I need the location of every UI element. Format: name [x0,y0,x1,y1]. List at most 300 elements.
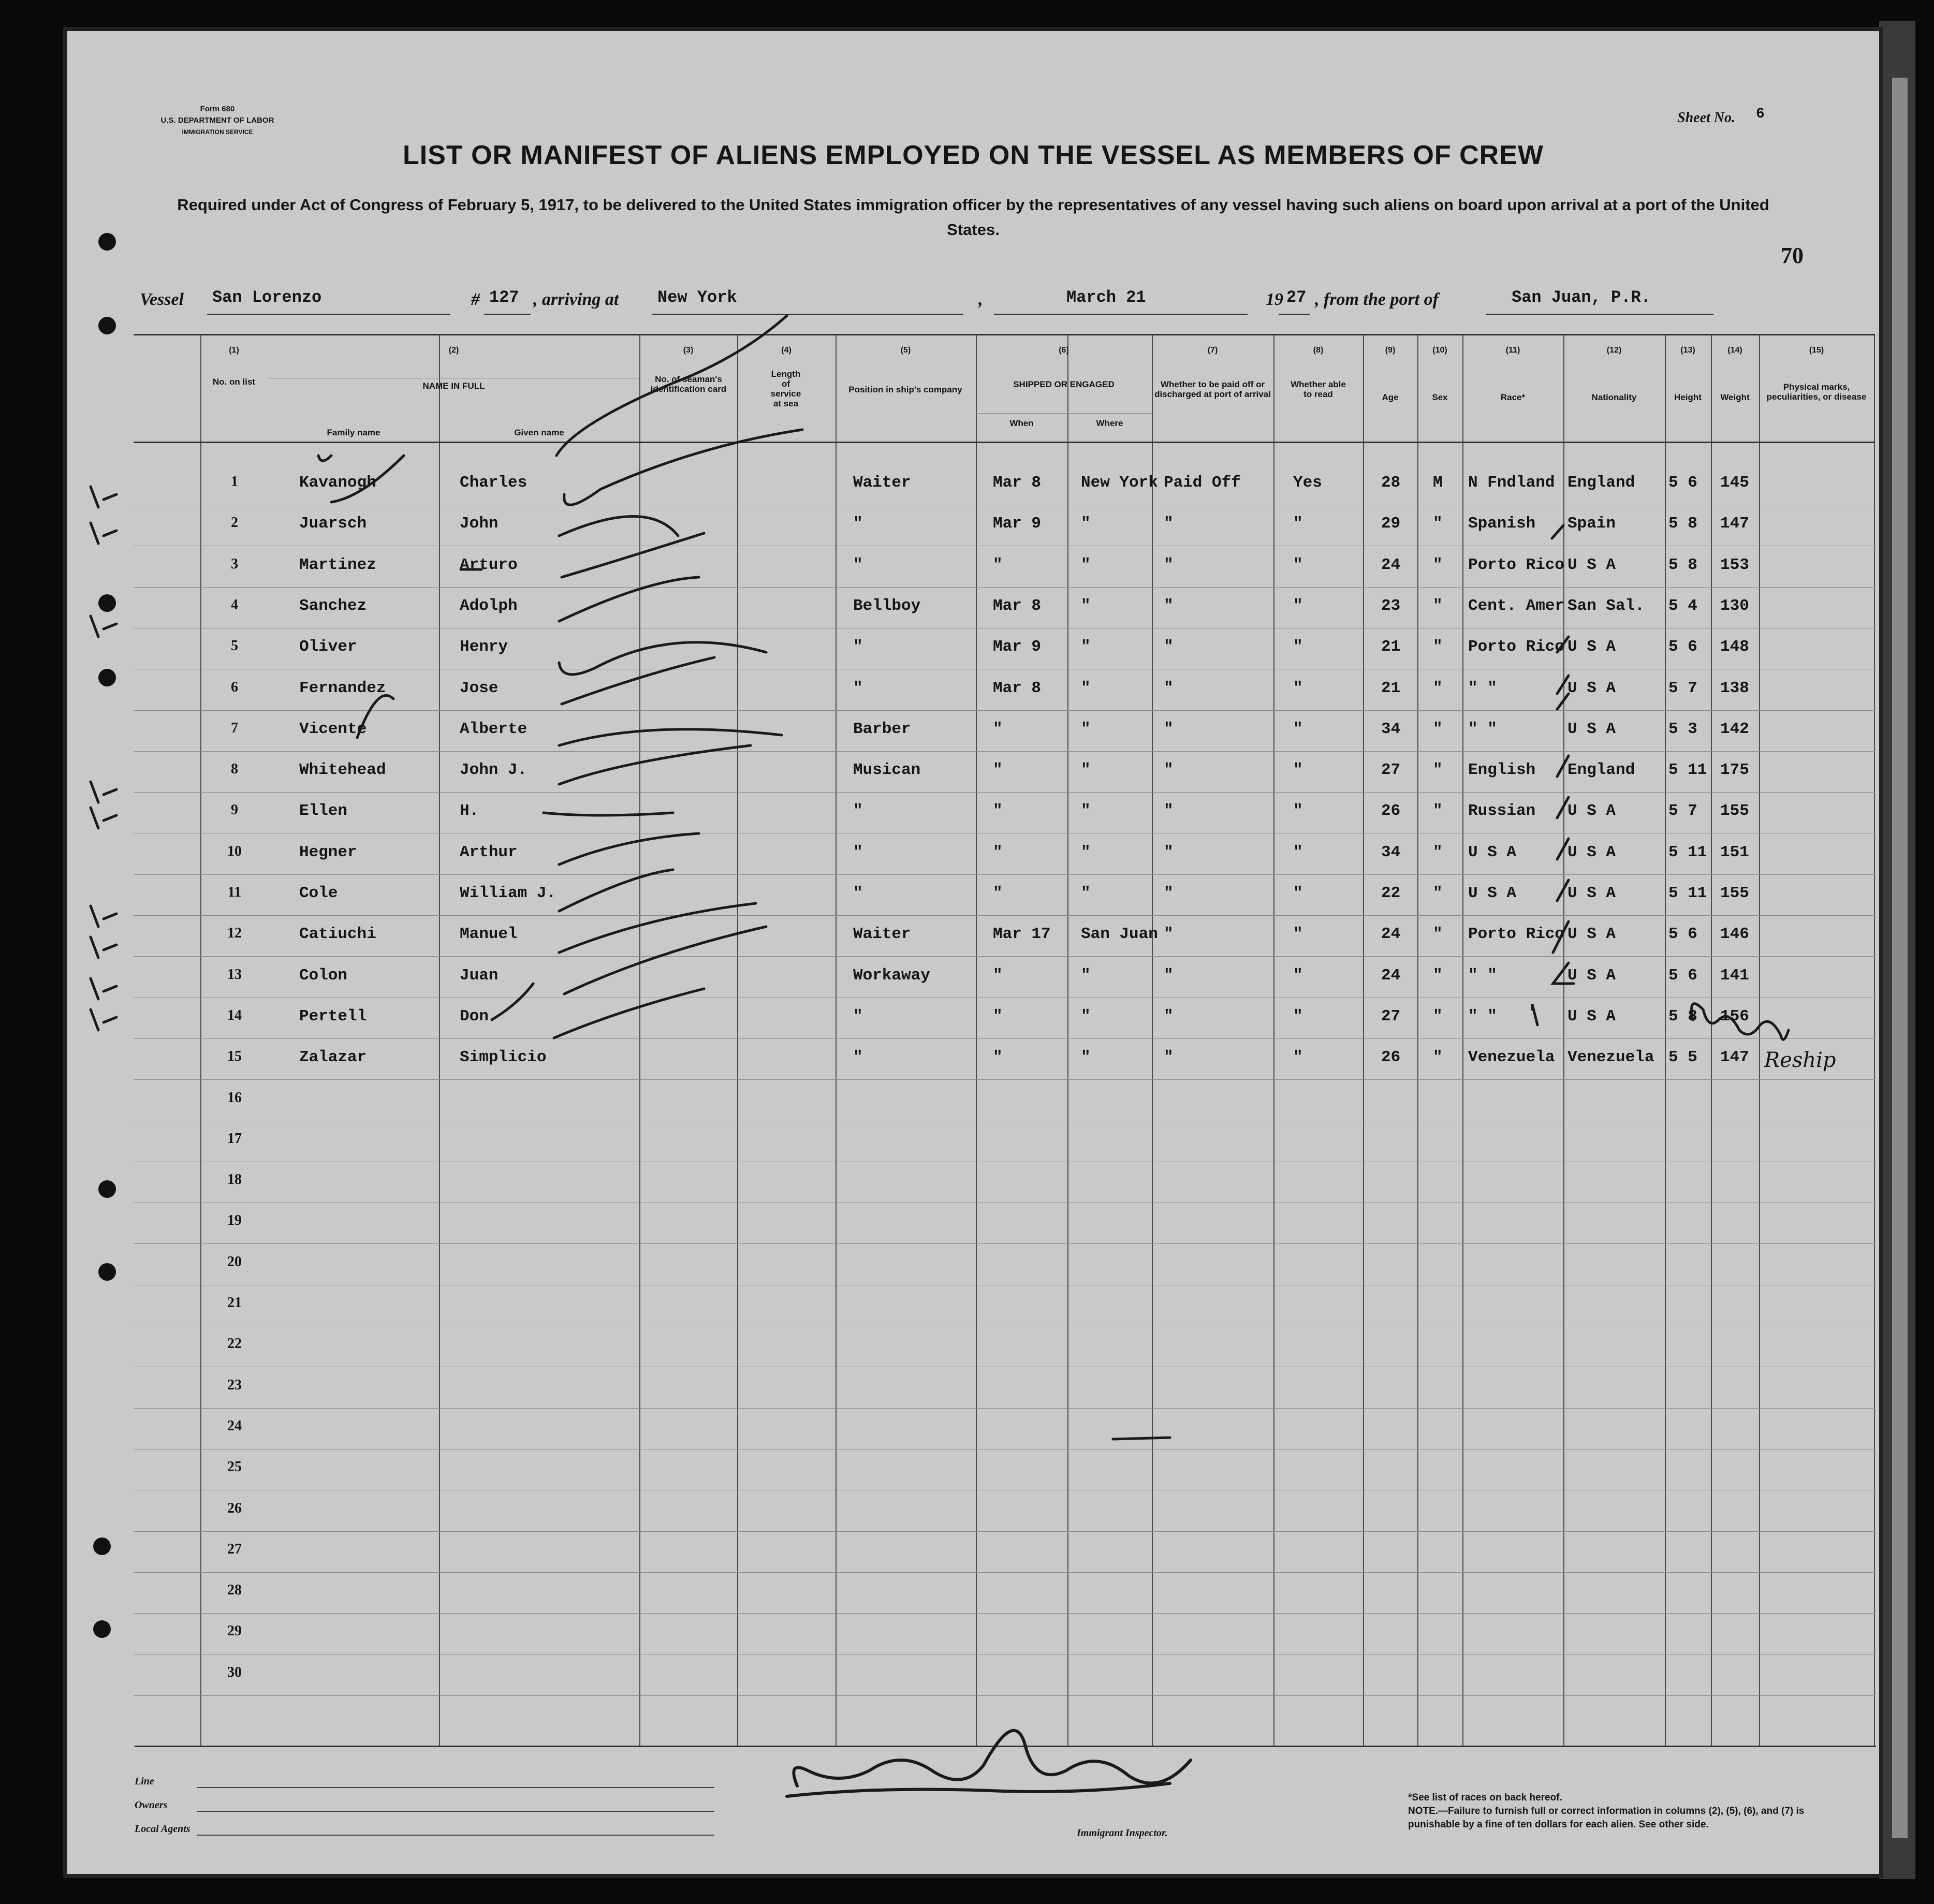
shipped-when-cell: " [993,761,1003,780]
punch-hole [98,594,116,612]
weight-cell: 147 [1720,1048,1749,1067]
footer-notes [1408,1791,1822,1832]
row-number: 28 [227,1582,242,1599]
able-to-read-cell: " [1293,802,1303,821]
sex-cell: " [1433,555,1443,574]
weight-cell: 148 [1720,638,1749,656]
header-position: Position in ship's company [848,385,962,394]
family-name-cell: Colon [299,966,348,985]
shipped-when-cell: " [993,884,1003,902]
shipped-when-cell: " [993,966,1003,985]
given-name-cell: Simplicio [460,1048,547,1067]
inspector-caption: Immigrant Inspector. [1077,1827,1168,1839]
row-number: 27 [227,1541,242,1557]
sex-cell: " [1433,761,1443,780]
able-to-read-cell: " [1293,1048,1303,1067]
height-cell: 5 8 [1668,555,1697,574]
family-name-cell: Martinez [299,555,376,574]
able-to-read-cell: " [1293,843,1303,861]
row-rule [134,1613,1875,1614]
header-physical-marks: Physical marks, peculiarities, or disease [1766,382,1867,402]
height-cell: 5 6 [1668,638,1697,656]
nationality-cell: Spain [1567,515,1616,533]
position-cell: " [853,884,863,902]
family-name-cell: Juarsch [299,515,367,533]
header-no-on-list: No. on list [212,377,256,387]
row-number: 30 [227,1664,242,1680]
col-num-14: (14) [1727,346,1742,355]
department-name: U.S. DEPARTMENT OF LABOR [160,116,274,125]
height-cell: 5 11 [1668,843,1707,861]
row-number: 8 [231,761,238,778]
able-to-read-cell: " [1293,925,1303,944]
shipped-where-cell: " [1081,802,1091,821]
row-rule [134,1572,1875,1573]
weight-cell: 146 [1720,925,1749,944]
row-number: 25 [227,1459,242,1475]
departure-port: San Juan, P.R. [1512,288,1651,307]
punch-hole [98,1180,116,1198]
sheet-number-label: Sheet No. [1677,110,1735,126]
weight-cell: 153 [1720,555,1749,574]
position-cell: " [853,1048,863,1067]
shipped-when-cell: " [993,1048,1003,1067]
given-name-cell: Arturo [460,555,518,574]
age-cell: 24 [1381,925,1401,944]
row-number: 20 [227,1253,242,1270]
age-cell: 21 [1381,679,1401,697]
row-number: 9 [231,802,238,818]
row-rule [134,792,1875,793]
local-agents-label: Local Agents [135,1823,191,1835]
header-given-name: Given name [514,428,564,437]
paid-off-cell: " [1164,884,1174,902]
height-cell: 5 11 [1668,761,1707,780]
shipped-where-cell: " [1081,1048,1091,1067]
row-number: 4 [231,596,238,613]
manifest-sheet [67,31,1879,1874]
sex-cell: " [1433,802,1443,821]
age-cell: 21 [1381,638,1401,656]
row-rule [134,751,1875,752]
weight-cell: 147 [1720,515,1749,533]
row-number: 15 [227,1048,242,1065]
age-cell: 34 [1381,720,1401,738]
header-able-read: Whether able to read [1291,379,1346,399]
given-name-cell: Charles [460,474,528,492]
shipped-where-cell: " [1081,515,1091,533]
able-to-read-cell: " [1293,596,1303,615]
row-number: 26 [227,1500,242,1516]
family-name-cell: Catiuchi [299,925,376,944]
nationality-cell: Venezuela [1567,1048,1654,1067]
row-rule [134,874,1875,875]
position-cell: Waiter [853,474,911,492]
sex-cell: " [1433,720,1443,738]
year-suffix: 27 [1286,288,1307,307]
row-rule [134,1038,1875,1039]
shipped-where-cell: San Juan [1081,925,1158,944]
shipped-where-cell: " [1081,720,1091,738]
row-number: 11 [227,884,242,900]
family-name-cell: Ellen [299,802,348,821]
number-label: # [471,290,480,309]
shipped-when-cell: " [993,802,1003,821]
header-sex: Sex [1432,392,1448,402]
position-cell: " [853,638,863,656]
year-prefix: 19 [1266,290,1283,309]
position-cell: " [853,555,863,574]
vessel-number: 127 [489,288,519,307]
race-cell: N Fndland [1468,474,1555,492]
position-cell: " [853,1007,863,1026]
position-cell: " [853,679,863,697]
age-cell: 24 [1381,966,1401,985]
col-num-10: (10) [1432,346,1447,355]
nationality-cell: U S A [1567,884,1616,902]
able-to-read-cell: " [1293,884,1303,902]
race-cell: Venezuela [1468,1048,1555,1067]
row-rule [134,710,1875,711]
row-rule [134,1243,1875,1244]
family-name-cell: Sanchez [299,596,367,615]
weight-cell: 145 [1720,474,1749,492]
arriving-label: , arriving at [533,290,619,309]
row-number: 14 [227,1007,242,1023]
shipped-where-cell: " [1081,843,1091,861]
height-cell: 5 4 [1668,596,1697,615]
col-num-6: (6) [1059,346,1069,355]
shipped-where-cell: " [1081,555,1091,574]
row-number: 19 [227,1212,242,1229]
shipped-when-cell: " [993,843,1003,861]
age-cell: 27 [1381,761,1401,780]
race-cell: " " [1468,679,1497,697]
height-cell: 5 5 [1668,1048,1697,1067]
vessel-label: Vessel [140,290,184,309]
header-paid-off: Whether to be paid off or discharged at port of arrival [1154,379,1271,399]
height-cell: 5 3 [1668,720,1697,738]
position-cell: " [853,802,863,821]
given-name-cell: Arthur [460,843,518,861]
paid-off-cell: " [1164,761,1174,780]
from-port-label: , from the port of [1315,290,1439,309]
race-cell: Cent. Amer [1468,596,1565,615]
col-num-12: (12) [1606,346,1622,355]
header-id-card: No. of seaman's identification card [650,374,727,394]
col-num-3: (3) [683,346,694,355]
nationality-cell: U S A [1567,679,1616,697]
row-number: 29 [227,1623,242,1639]
shipped-where-cell: " [1081,761,1091,780]
row-number: 24 [227,1417,242,1434]
header-race: Race* [1500,392,1526,402]
nationality-cell: England [1567,761,1635,780]
header-name-in-full: NAME IN FULL [422,381,485,391]
race-cell: Porto Rico [1468,925,1565,944]
race-cell: U S A [1468,843,1517,861]
paid-off-cell: " [1164,1007,1174,1026]
race-cell: " " [1468,966,1497,985]
row-number: 16 [227,1089,242,1106]
col-num-2: (2) [448,346,459,355]
given-name-cell: Don [460,1007,489,1026]
row-number: 18 [227,1171,242,1188]
paid-off-cell: " [1164,720,1174,738]
paid-off-cell: " [1164,638,1174,656]
paid-off-cell: " [1164,596,1174,615]
col-num-11: (11) [1505,346,1520,355]
position-cell: Workaway [853,966,930,985]
col-num-13: (13) [1680,346,1695,355]
weight-cell: 175 [1720,761,1749,780]
able-to-read-cell: Yes [1293,474,1322,492]
age-cell: 24 [1381,555,1401,574]
col-num-1: (1) [229,346,239,355]
shipped-when-cell: Mar 8 [993,596,1042,615]
age-cell: 34 [1381,843,1401,861]
race-cell: U S A [1468,884,1517,902]
age-cell: 22 [1381,884,1401,902]
family-name-cell: Kavanogh [299,474,376,492]
position-cell: Waiter [853,925,911,944]
family-name-cell: Whitehead [299,761,386,780]
physical-marks-cell: Reship [1764,1048,1836,1073]
row-number: 5 [231,638,238,654]
shipped-when-cell: Mar 8 [993,679,1042,697]
given-name-cell: Henry [460,638,508,656]
row-rule [134,587,1875,588]
sex-cell: " [1433,925,1443,944]
punch-hole [93,1537,111,1555]
race-cell: English [1468,761,1536,780]
punch-hole [93,1620,111,1638]
able-to-read-cell: " [1293,555,1303,574]
position-cell: " [853,843,863,861]
height-cell: 5 11 [1668,884,1707,902]
height-cell: 5 7 [1668,679,1697,697]
service-name: IMMIGRATION SERVICE [182,128,253,136]
nationality-cell: U S A [1567,720,1616,738]
form-number: Form 680 [200,105,235,113]
weight-cell: 141 [1720,966,1749,985]
header-when: When [1009,418,1034,428]
height-cell: 5 6 [1668,474,1697,492]
sex-cell: " [1433,638,1443,656]
weight-cell: 156 [1720,1007,1749,1026]
penalty-note: NOTE.—Failure to furnish full or correct information in columns (2), (5), (6), and (7) is punishable by a fine of ten dollars for each alien. See other side. [1408,1806,1805,1830]
family-name-cell: Zalazar [299,1048,367,1067]
weight-cell: 155 [1720,802,1749,821]
race-cell: " " [1468,1007,1497,1026]
col-num-5: (5) [900,346,911,355]
given-name-cell: William J. [460,884,556,902]
given-name-cell: John [460,515,499,533]
sex-cell: " [1433,596,1443,615]
arrival-port: New York [657,288,737,307]
given-name-cell: John J. [460,761,528,780]
vessel-name: San Lorenzo [212,288,322,307]
comma: , [978,290,983,309]
nationality-cell: San Sal. [1567,596,1645,615]
sex-cell: " [1433,515,1443,533]
header-where: Where [1096,418,1123,428]
age-cell: 27 [1381,1007,1401,1026]
race-cell: Porto Rico [1468,555,1565,574]
race-cell: Russian [1468,802,1536,821]
header-weight: Weight [1720,392,1750,402]
position-cell: Barber [853,720,911,738]
header-family-name: Family name [327,428,380,437]
able-to-read-cell: " [1293,638,1303,656]
crew-table [134,334,1875,1746]
line-label: Line [135,1776,154,1787]
row-number: 6 [231,679,238,695]
punch-hole [98,669,116,686]
age-cell: 26 [1381,802,1401,821]
row-number: 10 [227,843,242,859]
page-stack-edge-light [1892,78,1908,1838]
nationality-cell: U S A [1567,638,1616,656]
row-number: 22 [227,1336,242,1352]
given-name-cell: Alberte [460,720,528,738]
family-name-cell: Fernandez [299,679,386,697]
shipped-when-cell: Mar 8 [993,474,1042,492]
family-name-cell: Vicente [299,720,367,738]
header-shipped: SHIPPED OR ENGAGED [1013,379,1115,389]
age-cell: 29 [1381,515,1401,533]
paid-off-cell: " [1164,925,1174,944]
race-cell: " " [1468,720,1497,738]
sex-cell: " [1433,884,1443,902]
row-number: 2 [231,515,238,531]
row-number: 23 [227,1376,242,1393]
sheet-number: 6 [1756,106,1765,122]
shipped-when-cell: Mar 17 [993,925,1051,944]
paid-off-cell: " [1164,802,1174,821]
row-number: 12 [227,925,242,942]
col-num-15: (15) [1809,346,1824,355]
col-num-4: (4) [781,346,792,355]
shipped-where-cell: " [1081,966,1091,985]
shipped-when-cell: Mar 9 [993,638,1042,656]
nationality-cell: England [1567,474,1635,492]
able-to-read-cell: " [1293,720,1303,738]
page-subtitle: Required under Act of Congress of February 5, 1917, to be delivered to the United States immigration officer by the representatives of any vessel having such aliens on board upon arrival at a port of the United States. [177,196,1769,239]
age-cell: 28 [1381,474,1401,492]
position-cell: Musican [853,761,921,780]
row-rule [134,1079,1875,1080]
col-num-8: (8) [1313,346,1324,355]
shipped-where-cell: " [1081,1007,1091,1026]
position-cell: " [853,515,863,533]
able-to-read-cell: " [1293,1007,1303,1026]
shipped-where-cell: " [1081,679,1091,697]
owners-label: Owners [135,1799,168,1811]
punch-hole [98,1263,116,1281]
position-cell: Bellboy [853,596,921,615]
family-name-cell: Oliver [299,638,357,656]
height-cell: 5 8 [1668,515,1697,533]
sex-cell: M [1433,474,1443,492]
shipped-when-cell: " [993,1007,1003,1026]
shipped-where-cell: New York [1081,474,1158,492]
given-name-cell: Adolph [460,596,518,615]
nationality-cell: U S A [1567,802,1616,821]
height-cell: 5 7 [1668,802,1697,821]
punch-hole [98,317,116,334]
race-cell: Porto Rico [1468,638,1565,656]
col-num-9: (9) [1385,346,1396,355]
sex-cell: " [1433,1007,1443,1026]
height-cell: 5 8 [1668,1007,1697,1026]
page-title: LIST OR MANIFEST OF ALIENS EMPLOYED ON THE VESSEL AS MEMBERS OF CREW [403,140,1544,170]
weight-cell: 130 [1720,596,1749,615]
row-rule [134,915,1875,916]
weight-cell: 155 [1720,884,1749,902]
row-number: 3 [231,555,238,572]
nationality-cell: U S A [1567,555,1616,574]
punch-hole [98,233,116,251]
able-to-read-cell: " [1293,679,1303,697]
weight-cell: 151 [1720,843,1749,861]
sex-cell: " [1433,966,1443,985]
given-name-cell: Manuel [460,925,518,944]
nationality-cell: U S A [1567,843,1616,861]
paid-off-cell: " [1164,679,1174,697]
row-rule [134,1408,1875,1409]
nationality-cell: U S A [1567,966,1616,985]
nationality-cell: U S A [1567,1007,1616,1026]
row-number: 7 [231,720,238,736]
paid-off-cell: " [1164,555,1174,574]
row-number: 1 [231,474,238,490]
family-name-cell: Cole [299,884,338,902]
page-number: 70 [1781,243,1804,268]
shipped-when-cell: " [993,555,1003,574]
form-identifier [135,104,300,138]
paid-off-cell: Paid Off [1164,474,1241,492]
sex-cell: " [1433,1048,1443,1067]
age-cell: 23 [1381,596,1401,615]
paid-off-cell: " [1164,515,1174,533]
race-cell: Spanish [1468,515,1536,533]
row-rule [134,1695,1875,1696]
given-name-cell: Juan [460,966,499,985]
given-name-cell: Jose [460,679,499,697]
height-cell: 5 6 [1668,966,1697,985]
able-to-read-cell: " [1293,515,1303,533]
able-to-read-cell: " [1293,761,1303,780]
arrival-date: March 21 [1066,288,1146,307]
family-name-cell: Hegner [299,843,357,861]
header-height: Height [1674,392,1702,402]
paid-off-cell: " [1164,1048,1174,1067]
shipped-when-cell: " [993,720,1003,738]
races-note: *See list of races on back hereof. [1408,1792,1562,1803]
able-to-read-cell: " [1293,966,1303,985]
nationality-cell: U S A [1567,925,1616,944]
family-name-cell: Pertell [299,1007,367,1026]
age-cell: 26 [1381,1048,1401,1067]
row-number: 17 [227,1130,242,1147]
row-rule [134,1531,1875,1532]
given-name-cell: H. [460,802,479,821]
height-cell: 5 6 [1668,925,1697,944]
weight-cell: 138 [1720,679,1749,697]
paid-off-cell: " [1164,843,1174,861]
header-nationality: Nationality [1591,392,1637,402]
